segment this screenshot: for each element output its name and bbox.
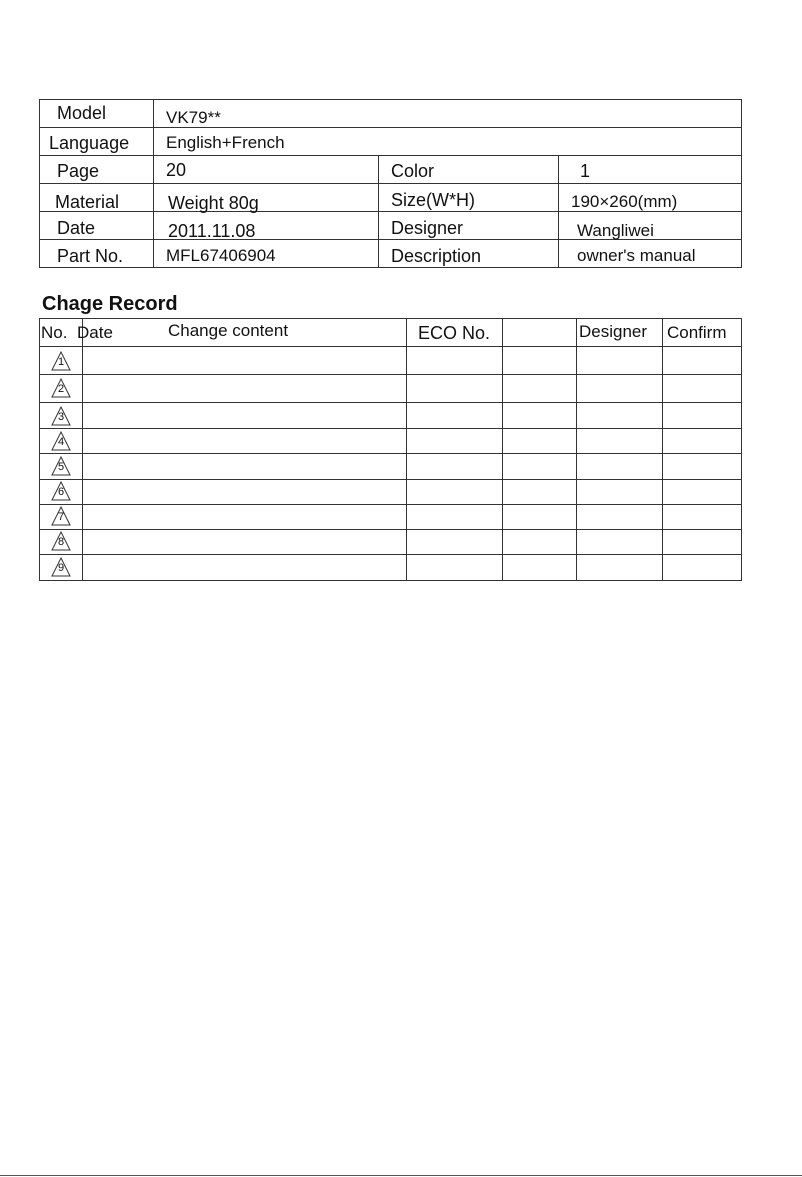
size-value: 190×260(mm) [571, 192, 678, 211]
revision-triangle-icon [51, 557, 71, 577]
language-value: English+French [166, 133, 285, 152]
model-value: VK79** [166, 108, 221, 127]
revision-number: 3 [57, 411, 65, 423]
revision-number: 7 [57, 511, 65, 523]
header-designer: Designer [579, 322, 648, 341]
revision-triangle-icon [51, 506, 71, 526]
part-no-label: Part No. [57, 246, 124, 266]
description-label: Description [391, 246, 482, 266]
page-bottom-rule [0, 1175, 802, 1176]
part-no-value: MFL67406904 [166, 246, 276, 265]
revision-number: 4 [57, 436, 65, 448]
revision-number: 2 [57, 383, 65, 395]
revision-number: 8 [57, 536, 65, 548]
revision-triangle-icon [51, 351, 71, 371]
revision-number: 9 [57, 562, 65, 574]
size-label: Size(W*H) [391, 190, 475, 210]
date-value: 2011.11.08 [168, 221, 256, 241]
page-value: 20 [166, 160, 187, 180]
header-eco-no: ECO No. [418, 323, 491, 343]
revision-triangle-icon [51, 378, 71, 398]
color-value: 1 [580, 161, 591, 181]
page-label: Page [57, 161, 100, 181]
description-value: owner's manual [577, 246, 696, 265]
change-record-title: Chage Record [42, 293, 178, 315]
revision-triangle-icon [51, 531, 71, 551]
header-confirm: Confirm [667, 323, 727, 342]
header-date: Date [77, 323, 113, 342]
revision-number: 1 [57, 356, 65, 368]
revision-triangle-icon [51, 431, 71, 451]
color-label: Color [391, 161, 435, 181]
header-no: No. [41, 323, 68, 342]
revision-triangle-icon [51, 481, 71, 501]
language-label: Language [49, 133, 130, 153]
material-label: Material [55, 192, 120, 212]
material-value: Weight 80g [168, 193, 259, 213]
revision-triangle-icon [51, 456, 71, 476]
date-label: Date [57, 218, 96, 238]
designer-label: Designer [391, 218, 464, 238]
header-change-content: Change content [168, 321, 289, 340]
revision-triangle-icon [51, 406, 71, 426]
model-label: Model [57, 103, 107, 123]
revision-number: 5 [57, 461, 65, 473]
designer-value: Wangliwei [577, 221, 654, 240]
revision-number: 6 [57, 486, 65, 498]
